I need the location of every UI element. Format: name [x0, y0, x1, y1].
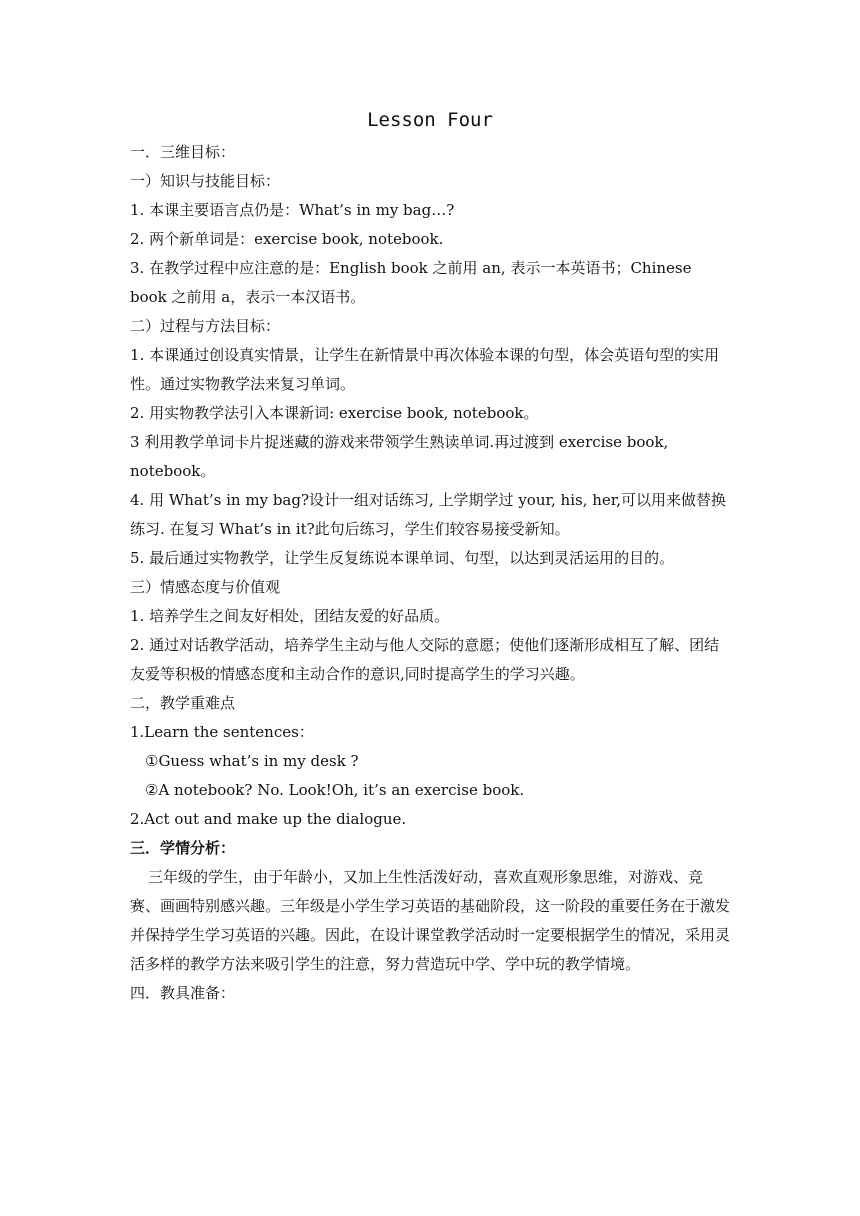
- heading-three-dimensional-goals: 一．三维目标：: [130, 143, 236, 161]
- process-item-3: 3 利用教学单词卡片捉迷藏的游戏来带领学生熟读单词.再过渡到 exercise book, notebook。: [130, 433, 669, 480]
- difficulty-sentence-1: ①Guess what’s in my desk ?: [145, 752, 359, 770]
- process-item-1: 1. 本课通过创设真实情景，让学生在新情景中再次体验本课的句型，体会英语句型的实用性。通过实物教学法来复习单词。: [130, 346, 720, 393]
- heading-student-analysis: 三．学情分析：: [130, 839, 236, 857]
- emotion-item-1: 1. 培养学生之间友好相处，团结友爱的好品质。: [130, 607, 450, 625]
- difficulty-sentence-2: ②A notebook? No. Look!Oh, it’s an exercise book.: [145, 781, 525, 799]
- heading-teaching-aids: 四．教具准备：: [130, 984, 236, 1002]
- knowledge-item-3: 3. 在教学过程中应注意的是：English book 之前用 an, 表示一本英语书；Chinese book 之前用 a，表示一本汉语书。: [130, 259, 692, 306]
- difficulty-item-1: 1.Learn the sentences：: [130, 723, 314, 741]
- emotion-item-2: 2. 通过对话教学活动，培养学生主动与他人交际的意愿；使他们逐渐形成相互了解、团结友爱等积极的情感态度和主动合作的意识,同时提高学生的学习兴趣。: [130, 636, 720, 683]
- student-analysis-paragraph: 三年级的学生，由于年龄小，又加上生性活泼好动，喜欢直观形象思维，对游戏、竞赛、画画特别感兴趣。三年级是小学生学习英语的基础阶段，这一阶段的重要任务在于激发并保持学生学习英语的兴趣。因此，在设计课堂教学活动时一定要根据学生的情况，采用灵活多样的教学方法来吸引学生的注意，努力营造玩中学、学中玩的教学情境。: [130, 868, 731, 973]
- document-page: [130, 106, 730, 1008]
- knowledge-item-1: 1. 本课主要语言点仍是：What’s in my bag…?: [130, 201, 455, 219]
- subheading-emotion-values: 三）情感态度与价值观: [130, 578, 281, 596]
- knowledge-item-2: 2. 两个新单词是：exercise book, notebook.: [130, 230, 444, 248]
- document-title: Lesson Four: [367, 109, 493, 131]
- difficulty-item-2: 2.Act out and make up the dialogue.: [130, 810, 407, 828]
- process-item-2: 2. 用实物教学法引入本课新词: exercise book, notebook。: [130, 404, 539, 422]
- process-item-4: 4. 用 What’s in my bag?设计一组对话练习, 上学期学过 your, his, her,可以用来做替换练习. 在复习 What’s in it?此句后练习，学生们较容易接受新知。: [130, 491, 727, 538]
- heading-key-difficulties: 二，教学重难点: [130, 694, 236, 712]
- process-item-5: 5. 最后通过实物教学，让学生反复练说本课单词、句型，以达到灵活运用的目的。: [130, 549, 675, 567]
- subheading-knowledge-skills: 一）知识与技能目标：: [130, 172, 281, 190]
- subheading-process-methods: 二）过程与方法目标：: [130, 317, 281, 335]
